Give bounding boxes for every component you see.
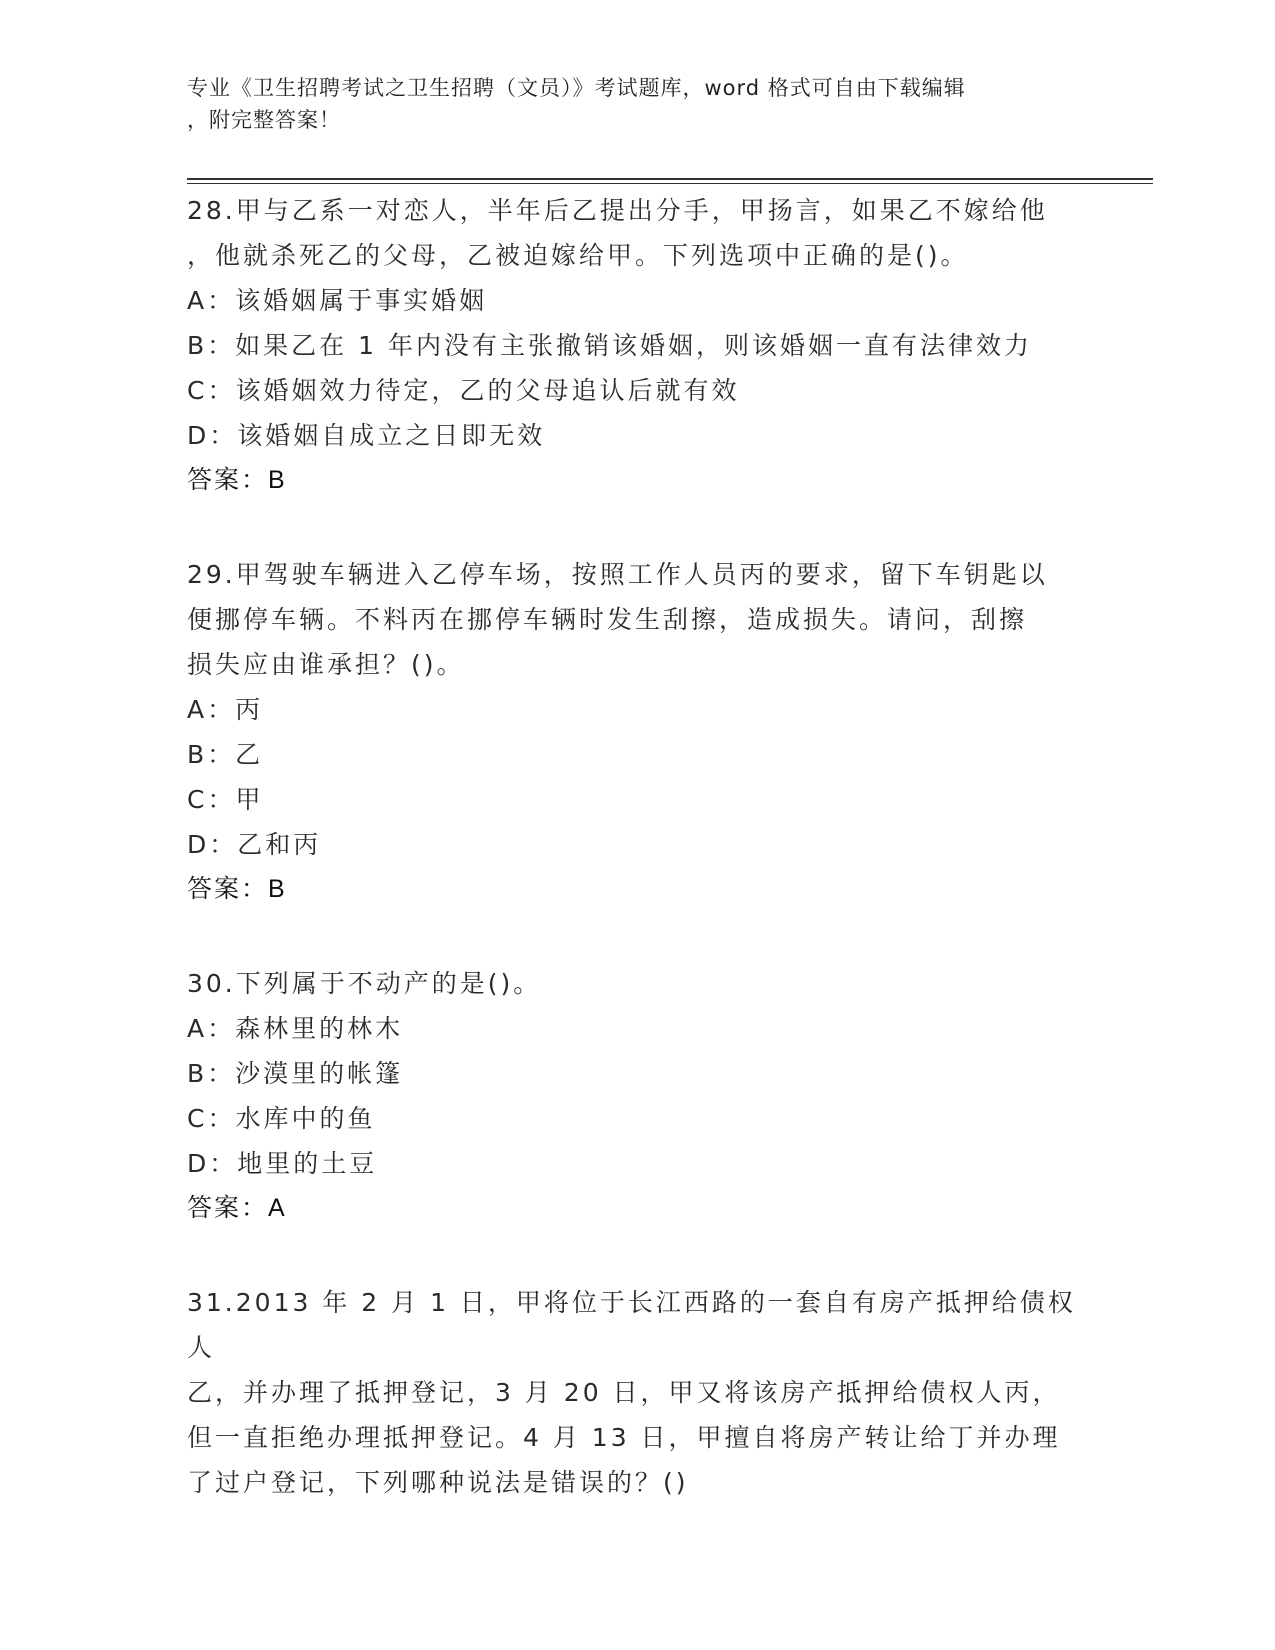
question-stem xyxy=(187,1280,1087,1505)
option-a: A：该婚姻属于事实婚姻 xyxy=(187,286,488,315)
option-c: C：该婚姻效力待定，乙的父母追认后就有效 xyxy=(187,376,740,405)
question-30 xyxy=(187,961,1087,1231)
stem-line: 30.下列属于不动产的是()。 xyxy=(187,969,542,998)
option-a: A：森林里的林木 xyxy=(187,1014,404,1043)
answer-line: 答案：B xyxy=(187,466,287,494)
option-c: C：甲 xyxy=(187,785,264,814)
stem-line: 乙，并办理了抵押登记，3 月 20 日，甲又将该房产抵押给债权人丙， xyxy=(187,1378,1061,1407)
stem-line: 但一直拒绝办理抵押登记。4 月 13 日，甲擅自将房产转让给丁并办理 xyxy=(187,1423,1061,1452)
stem-line: 损失应由谁承担？()。 xyxy=(187,650,465,679)
stem-line: ，他就杀死乙的父母，乙被迫嫁给甲。下列选项中正确的是()。 xyxy=(187,241,969,270)
header-divider xyxy=(187,178,1153,184)
stem-line: 便挪停车辆。不料丙在挪停车辆时发生刮擦，造成损失。请问，刮擦 xyxy=(187,605,1028,634)
option-c: C：水库中的鱼 xyxy=(187,1104,376,1133)
option-d: D：地里的土豆 xyxy=(187,1149,378,1178)
header-line-1: 专业《卫生招聘考试之卫生招聘（文员）》考试题库，word 格式可自由下载编辑 xyxy=(187,76,966,100)
stem-line: 28.甲与乙系一对恋人，半年后乙提出分手，甲扬言，如果乙不嫁给他 xyxy=(187,196,1048,225)
option-b: B：乙 xyxy=(187,740,264,769)
header-line-2: ，附完整答案！ xyxy=(187,108,341,132)
stem-line: 31.2013 年 2 月 1 日，甲将位于长江西路的一套自有房产抵押给债权人 xyxy=(187,1288,1076,1362)
stem-line: 了过户登记，下列哪种说法是错误的？() xyxy=(187,1468,689,1497)
option-b: B：如果乙在 1 年内没有主张撤销该婚姻，则该婚姻一直有法律效力 xyxy=(187,331,1032,360)
question-29 xyxy=(187,552,1087,912)
question-28 xyxy=(187,188,1087,503)
question-31 xyxy=(187,1280,1087,1505)
question-stem xyxy=(187,961,1087,1006)
question-stem xyxy=(187,188,1087,278)
answer-line: 答案：B xyxy=(187,875,287,903)
answer-line: 答案：A xyxy=(187,1194,287,1222)
question-list xyxy=(187,188,1087,1505)
option-d: D：该婚姻自成立之日即无效 xyxy=(187,421,546,450)
option-b: B：沙漠里的帐篷 xyxy=(187,1059,404,1088)
option-a: A：丙 xyxy=(187,695,264,724)
question-stem xyxy=(187,552,1087,687)
stem-line: 29.甲驾驶车辆进入乙停车场，按照工作人员丙的要求，留下车钥匙以 xyxy=(187,560,1048,589)
option-d: D：乙和丙 xyxy=(187,830,322,859)
document-header xyxy=(187,72,1067,136)
